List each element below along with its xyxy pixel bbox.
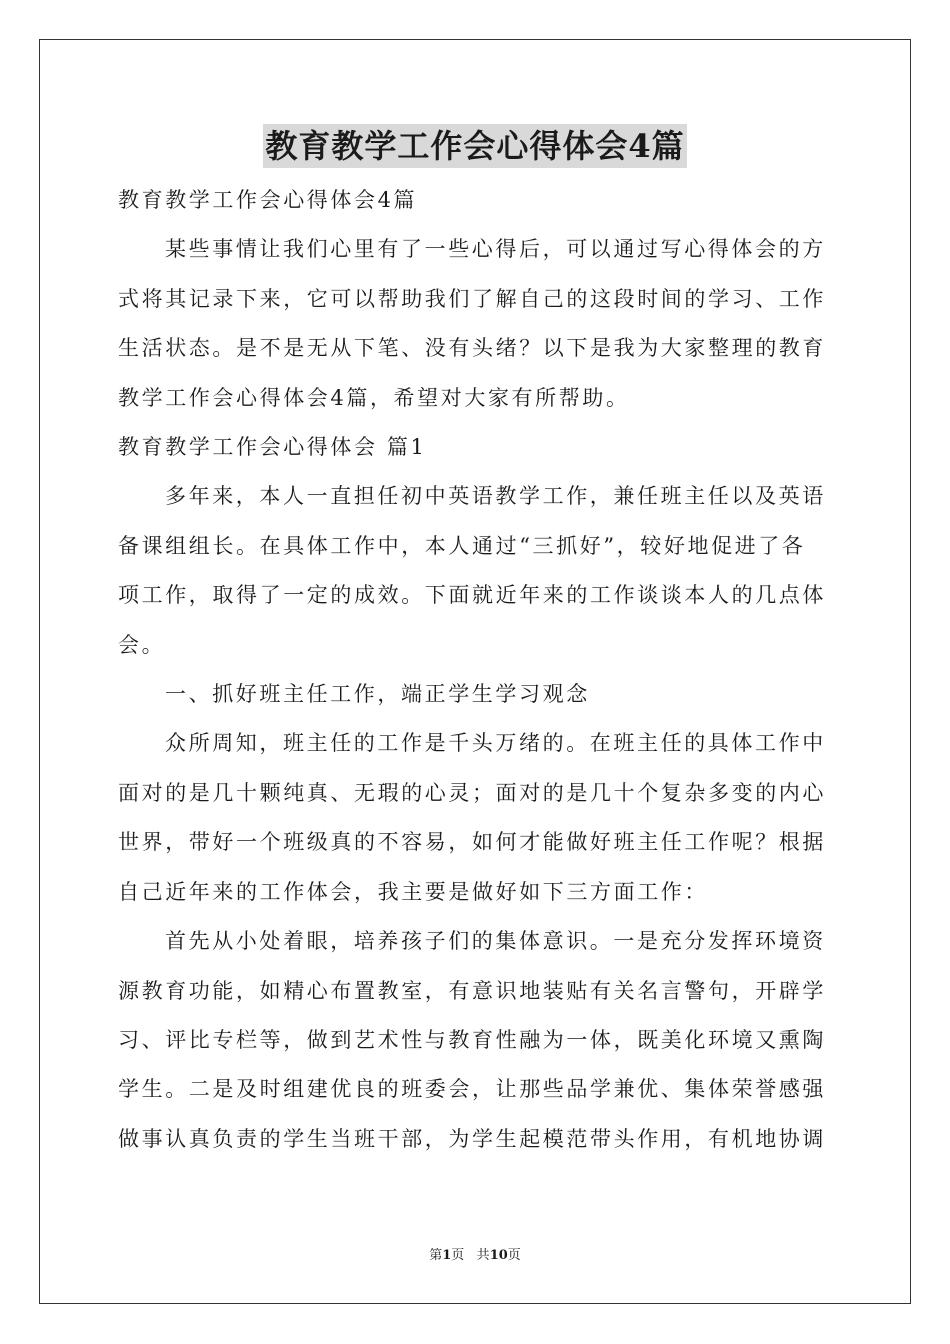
- text-line: 式将其记录下来，它可以帮助我们了解自己的这段时间的学习、工作: [118, 286, 826, 311]
- total-pages: 10: [489, 1248, 508, 1263]
- page-number: 1: [442, 1248, 452, 1263]
- text-line: 生活状态。是不是无从下笔、没有头绪？以下是我为大家整理的教育: [118, 336, 826, 361]
- page-suffix: 页: [451, 1248, 465, 1263]
- text-line: 备课组组长。在具体工作中，本人通过“三抓好”，较好地促进了各: [118, 533, 806, 558]
- text-line: 教育教学工作会心得体会 篇1: [118, 435, 427, 460]
- page-prefix: 第: [429, 1248, 443, 1263]
- text-line: 一、抓好班主任工作，端正学生学习观念: [165, 682, 590, 707]
- title-container: [0, 124, 950, 168]
- text-line: 习、评比专栏等，做到艺术性与教育性融为一体，既美化环境又熏陶: [118, 1027, 826, 1052]
- document-body: [118, 176, 834, 1164]
- text-line: 教育教学工作会心得体会4篇: [118, 188, 418, 212]
- total-suffix: 页: [507, 1248, 521, 1263]
- text-line: 多年来，本人一直担任初中英语教学工作，兼任班主任以及英语: [165, 484, 826, 509]
- text-line: 首先从小处着眼，培养孩子们的集体意识。一是充分发挥环境资: [165, 929, 826, 954]
- total-prefix: 共: [476, 1248, 490, 1263]
- text-line: 教学工作会心得体会4篇，希望对大家有所帮助。: [118, 385, 630, 410]
- text-line: 项工作，取得了一定的成效。下面就近年来的工作谈谈本人的几点体: [118, 583, 826, 608]
- text-line: 做事认真负责的学生当班干部，为学生起模范带头作用，有机地协调: [118, 1126, 826, 1151]
- text-line: 众所周知，班主任的工作是千头万绪的。在班主任的具体工作中: [165, 731, 826, 756]
- text-line: 会。: [118, 632, 166, 657]
- text-line: 自己近年来的工作体会，我主要是做好如下三方面工作：: [118, 879, 708, 904]
- text-line: 某些事情让我们心里有了一些心得后，可以通过写心得体会的方: [165, 237, 826, 262]
- text-line: 源教育功能，如精心布置教室，有意识地装贴有关名言警句，开辟学: [118, 978, 826, 1003]
- page-footer: [0, 1247, 950, 1265]
- text-line: 世界，带好一个班级真的不容易，如何才能做好班主任工作呢？根据: [118, 830, 826, 855]
- text-line: 面对的是几十颗纯真、无瑕的心灵；面对的是几十个复杂多变的内心: [118, 780, 826, 805]
- document-title: 教育教学工作会心得体会4篇: [263, 124, 686, 168]
- text-line: 学生。二是及时组建优良的班委会，让那些品学兼优、集体荣誉感强: [118, 1077, 826, 1102]
